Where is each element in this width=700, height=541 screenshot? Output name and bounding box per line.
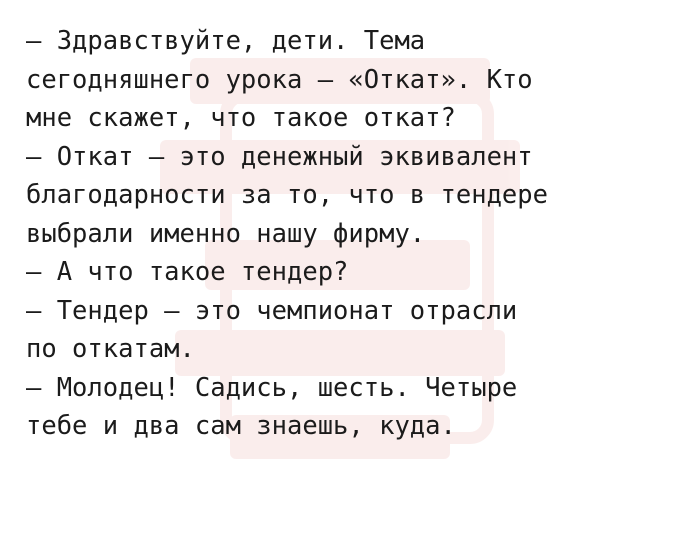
joke-line: — Откат — это денежный эквивалент	[26, 141, 533, 172]
joke-line: — Тендер — это чемпионат отрасли	[26, 295, 518, 326]
joke-line: мне скажет, что такое откат?	[26, 103, 456, 133]
joke-line: — Здравствуйте, дети. Тема	[26, 26, 426, 56]
joke-text-body	[26, 22, 674, 446]
joke-line: по откатам.	[26, 334, 195, 364]
joke-line: — А что такое тендер?	[26, 257, 349, 287]
joke-line: выбрали именно нашу фирму.	[26, 218, 426, 249]
joke-line: благодарности за то, что в тендере	[26, 180, 548, 210]
joke-line: сегодняшнего урока — «Откат». Кто	[26, 64, 533, 95]
joke-line: — Молодец! Садись, шесть. Четыре	[26, 372, 518, 403]
joke-line: тебе и два сам знаешь, куда.	[26, 411, 456, 441]
